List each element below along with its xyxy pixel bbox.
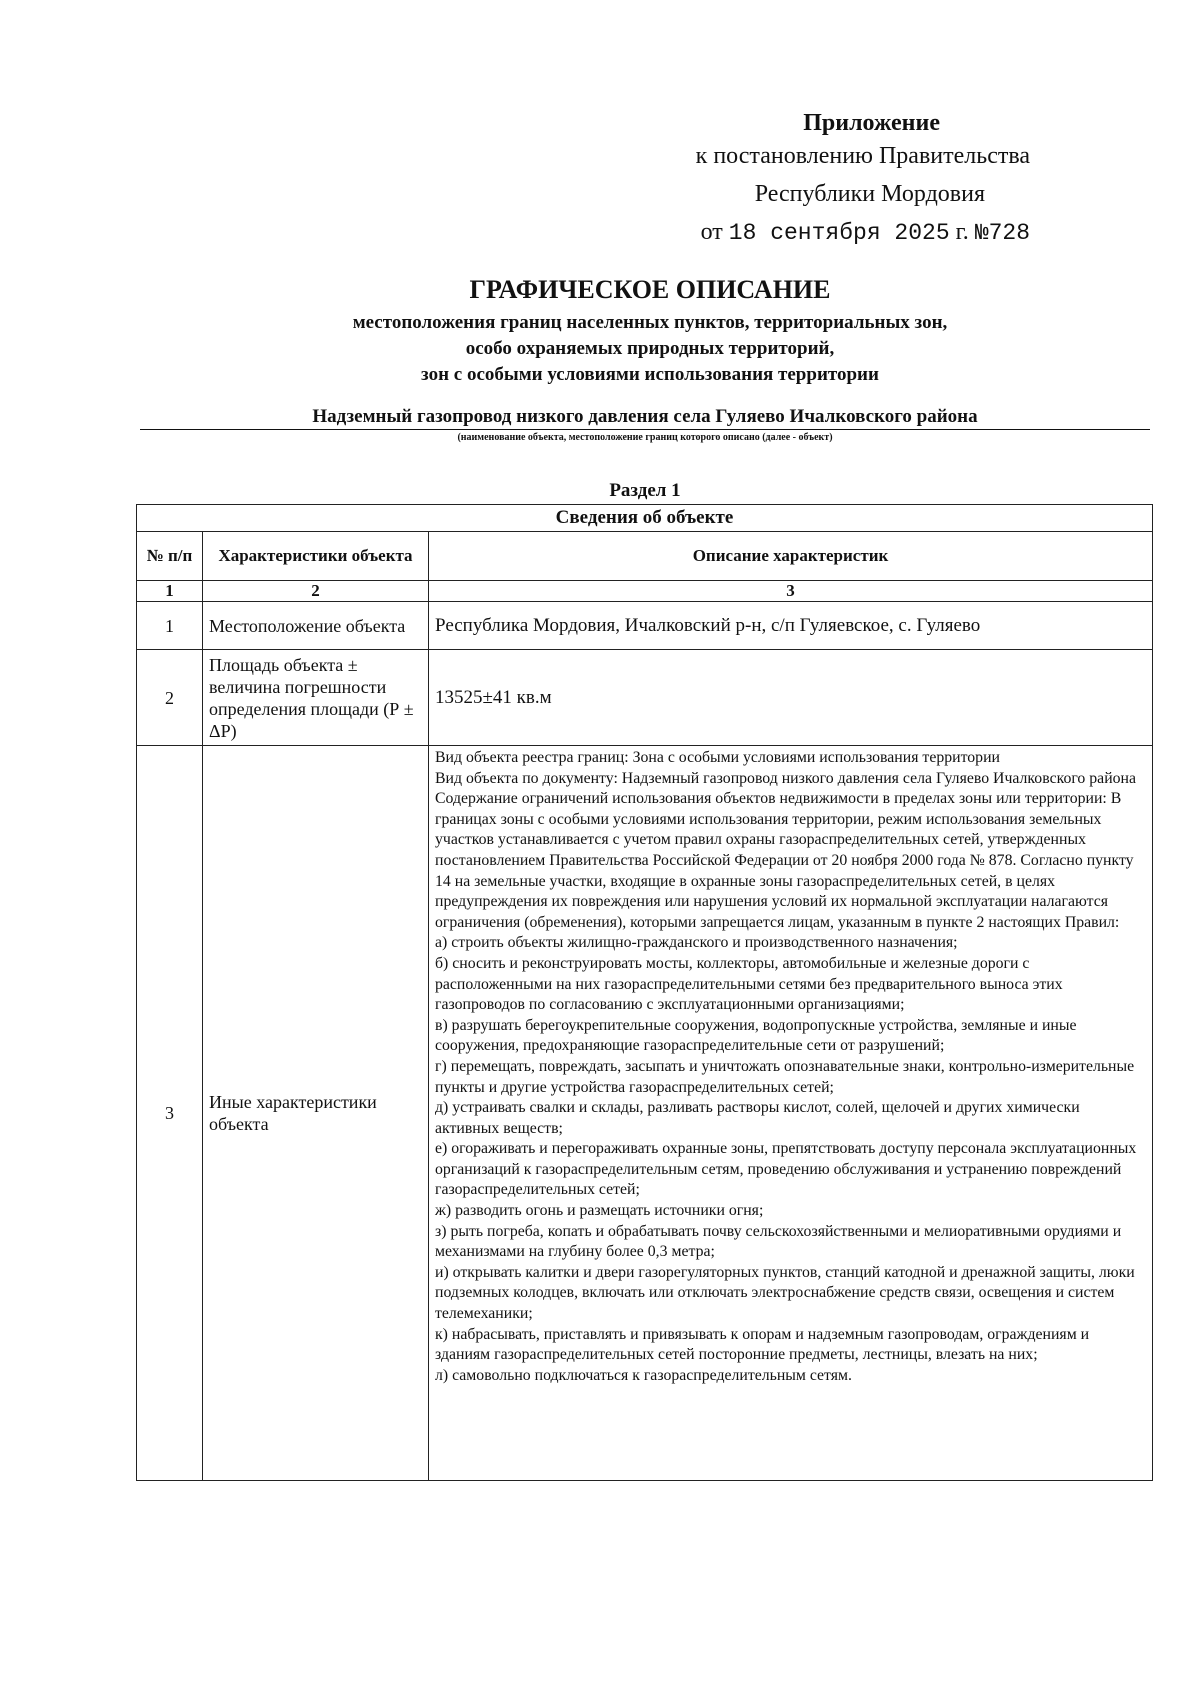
subtitle-line: зон с особыми условиями использования территории: [421, 364, 879, 385]
appendix-date: [696, 213, 1030, 252]
row-number: 1: [137, 602, 203, 650]
col-number-2: 2: [203, 581, 429, 602]
document-subtitle: [220, 310, 1080, 388]
object-name: Надземный газопровод низкого давления села Гуляево Ичалковского района: [312, 406, 978, 427]
description-paragraph: ж) разводить огонь и размещать источники огня;: [435, 1202, 764, 1220]
appendix-title: Приложение: [803, 110, 940, 136]
description-paragraph: Вид объекта реестра границ: Зона с особыми условиями использования территории: [435, 749, 1000, 766]
date-g: г.: [955, 219, 969, 245]
date-text: 18 сентября 2025: [728, 220, 950, 246]
object-caption: (наименование объекта, местоположение границ которого описано (далее - объект): [457, 432, 833, 443]
date-prefix: от: [700, 219, 723, 245]
description-paragraph: Содержание ограничений использования объектов недвижимости в пределах зоны или территории: В границах зоны с особыми условиями использования территории, режим использования земельных участков устанавливается с учетом правил охраны газораспределительных сетей, утвержденных постановлением Правительства Российской Федерации от 20 ноября 2000 года № 878. Согласно пункту 14 на земельные участки, входящие в охранные зоны газораспределительных сетей, в целях предупреждения их повреждения или нарушения условий их нормальной эксплуатации налагаются ограничения (обременения), которыми запрещается лицам, указанным в пункте 2 настоящих Правил:: [435, 790, 1134, 931]
description-paragraph: б) сносить и реконструировать мосты, коллекторы, автомобильные и железные дороги с расположенными на них газораспределительными сетями без предварительного выноса этих газопроводов по согласованию с эксплуатационными организациями;: [435, 954, 1063, 1014]
object-underline: [140, 429, 1150, 430]
decree-number: №728: [974, 220, 1030, 246]
table-row: [137, 650, 1153, 746]
description-paragraph: в) разрушать берегоукрепительные сооружения, водопропускные устройства, земляные и иные сооружения, предохраняющие газораспределительные сети от разрушений;: [435, 1016, 1077, 1055]
appendix-line1: к постановлению Правительства: [695, 143, 1030, 169]
row-description: [429, 746, 1153, 1481]
description-paragraph: а) строить объекты жилищно-гражданского и производственного назначения;: [435, 934, 958, 952]
description-paragraph: е) огораживать и перегораживать охранные зоны, препятствовать доступу персонала эксплуатационных организаций к газораспределительным сетям, проведению обслуживания и устранению повреждений газораспределительных сетей;: [435, 1140, 1137, 1199]
table-title: Сведения об объекте: [137, 505, 1153, 532]
col-header-number: № п/п: [137, 532, 203, 581]
col-number-3: 3: [429, 581, 1153, 602]
section-label: Раздел 1: [609, 480, 681, 501]
row-characteristic: Местоположение объекта: [203, 602, 429, 650]
row-number: 2: [137, 650, 203, 746]
col-number-1: 1: [137, 581, 203, 602]
table-row: [137, 602, 1153, 650]
row-description: 13525±41 кв.м: [429, 650, 1153, 746]
description-paragraph: з) рыть погреба, копать и обрабатывать почву сельскохозяйственными и мелиоративными орудиями и механизмами на глубину более 0,3 метра;: [435, 1222, 1122, 1261]
object-info-table: [136, 504, 1153, 1481]
appendix-block: [696, 110, 1030, 252]
col-header-characteristic: Характеристики объекта: [203, 532, 429, 581]
row-characteristic: Иные характеристики объекта: [203, 746, 429, 1481]
subtitle-line: местоположения границ населенных пунктов, территориальных зон,: [352, 312, 948, 333]
appendix-line2: Республики Мордовия: [754, 181, 985, 207]
col-header-description: Описание характеристик: [429, 532, 1153, 581]
description-paragraph: г) перемещать, повреждать, засыпать и уничтожать опознавательные знаки, контрольно-измерительные пункты и другие устройства газораспределительных сетей;: [435, 1057, 1135, 1096]
row-characteristic: Площадь объекта ± величина погрешности определения площади (Р ± ΔР): [203, 650, 429, 746]
description-paragraph: Вид объекта по документу: Надземный газопровод низкого давления села Гуляево Ичалковского района: [435, 769, 1137, 787]
description-paragraph: и) открывать калитки и двери газорегуляторных пунктов, станций катодной и дренажной защиты, люки подземных колодцев, включать или отключать электроснабжение средств связи, освещения и систем телемеханики;: [435, 1263, 1135, 1323]
row-description: Республика Мордовия, Ичалковский р-н, с/п Гуляевское, с. Гуляево: [429, 602, 1153, 650]
description-paragraph: к) набрасывать, приставлять и привязывать к опорам и надземным газопроводам, ограждениям и зданиям газораспределительных сетей посторонние предметы, лестницы, влезать на них;: [435, 1325, 1090, 1364]
table-row: [137, 746, 1153, 1481]
subtitle-line: особо охраняемых природных территорий,: [465, 338, 835, 359]
document-title: ГРАФИЧЕСКОЕ ОПИСАНИЕ: [469, 275, 831, 304]
row-number: 3: [137, 746, 203, 1481]
description-paragraph: д) устраивать свалки и склады, разливать растворы кислот, солей, щелочей и других химически активных веществ;: [435, 1099, 1080, 1137]
description-paragraph: л) самовольно подключаться к газораспределительным сетям.: [435, 1366, 852, 1384]
